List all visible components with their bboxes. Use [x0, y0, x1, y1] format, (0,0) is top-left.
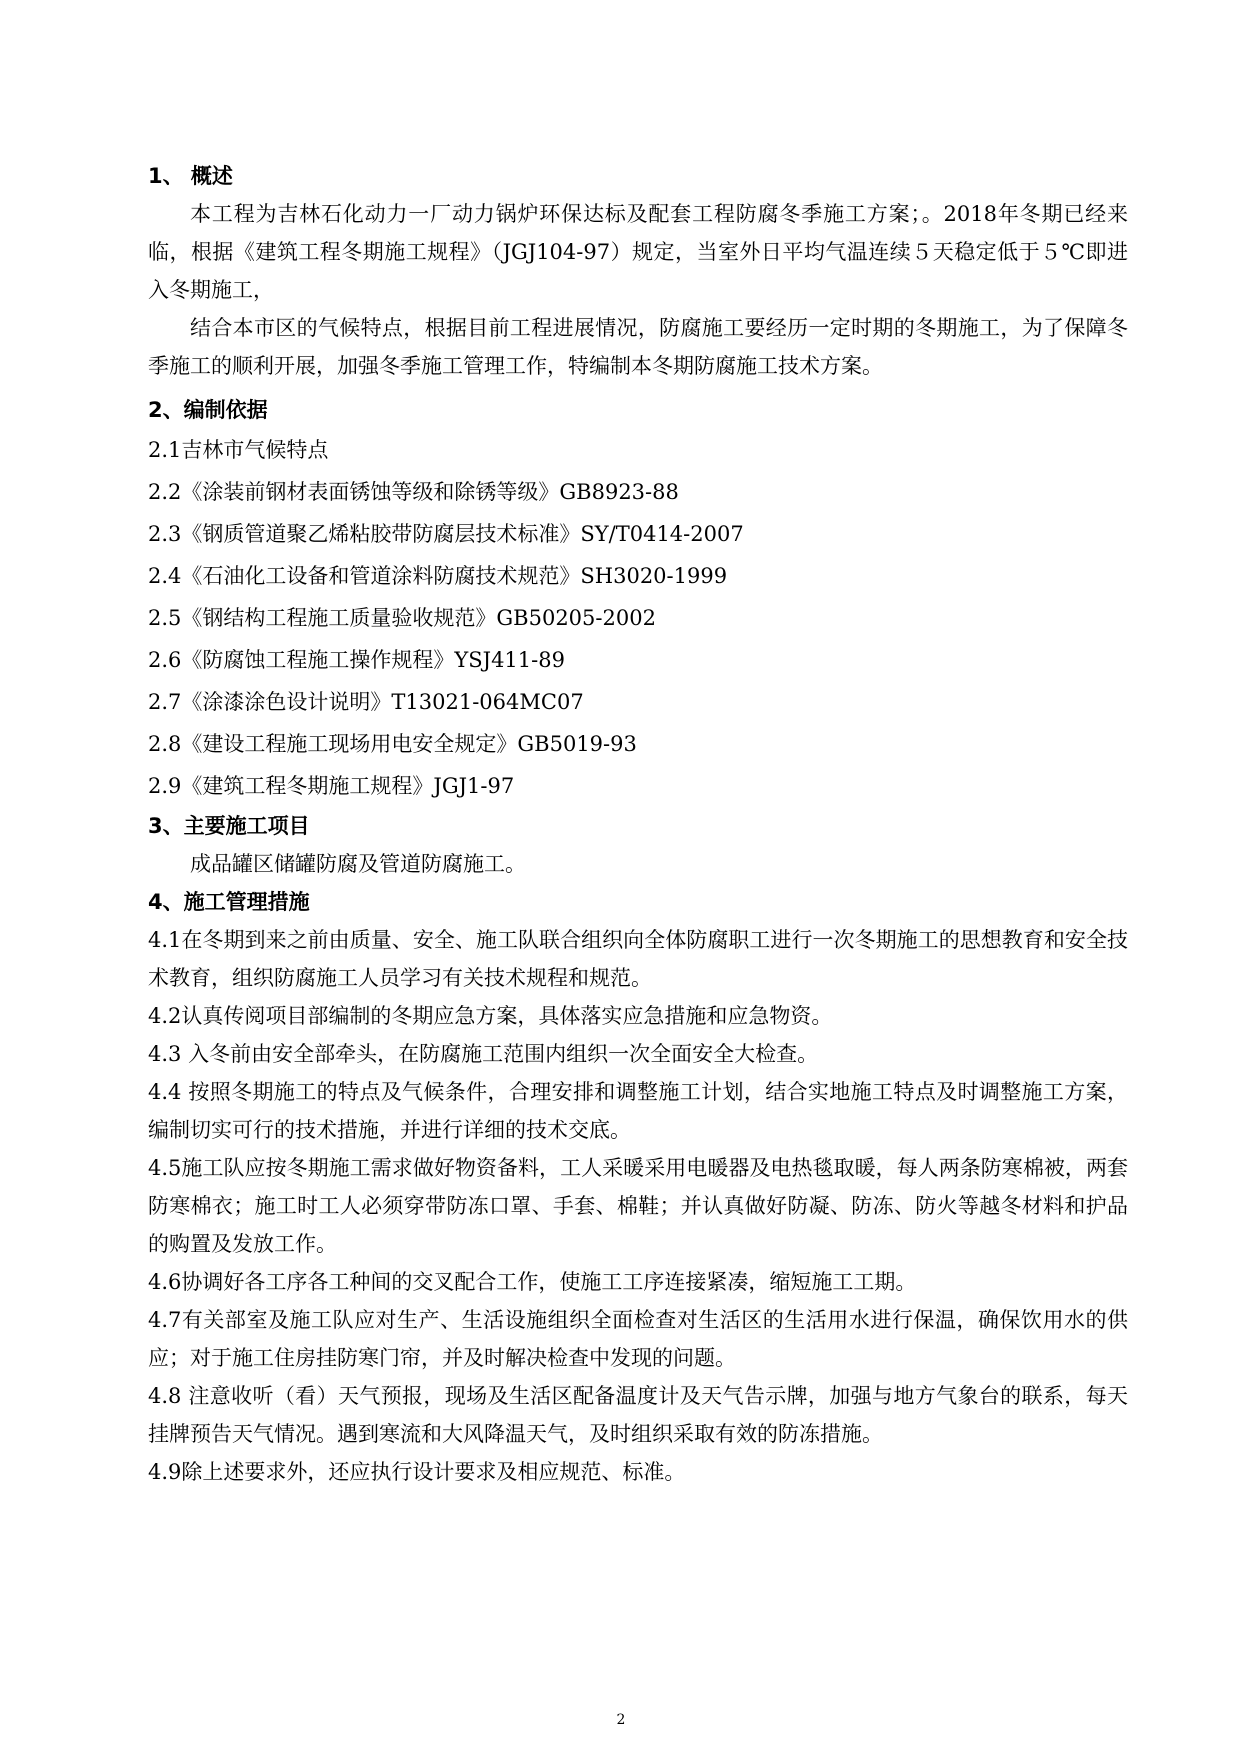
section-heading-main-items: 3、主要施工项目	[148, 814, 310, 838]
list-item: 4.3 入冬前由安全部牵头，在防腐施工范围内组织一次全面安全大检查。	[148, 1042, 819, 1066]
list-item: 4.8 注意收听（看）天气预报，现场及生活区配备温度计及天气告示牌，加强与地方气象台的联系，每天挂牌预告天气情况。遇到寒流和大风降温天气，及时组织采取有效的防冻措施。	[148, 1384, 1128, 1446]
list-item: 2.9《建筑工程冬期施工规程》JGJ1-97	[148, 774, 515, 798]
list-item: 4.7有关部室及施工队应对生产、生活设施组织全面检查对生活区的生活用水进行保温，确保饮用水的供应；对于施工住房挂防寒门帘，并及时解决检查中发现的问题。	[148, 1308, 1128, 1370]
list-item: 2.3《钢质管道聚乙烯粘胶带防腐层技术标准》SY/T0414-2007	[148, 522, 744, 546]
list-item: 2.8《建设工程施工现场用电安全规定》GB5019-93	[148, 732, 637, 756]
list-item: 2.5《钢结构工程施工质量验收规范》GB50205-2002	[148, 606, 656, 630]
paragraph: 本工程为吉林石化动力一厂动力锅炉环保达标及配套工程防腐冬季施工方案；。2018年冬期已经来临，根据《建筑工程冬期施工规程》（JGJ104-97）规定，当室外日平均气温连续５天稳定低于５℃即进入冬期施工，	[148, 202, 1128, 302]
section-heading-basis: 2、编制依据	[148, 398, 268, 422]
list-item: 2.1吉林市气候特点	[148, 438, 329, 462]
paragraph: 成品罐区储罐防腐及管道防腐施工。	[190, 852, 526, 876]
document-body	[148, 157, 1128, 1491]
list-item: 4.4 按照冬期施工的特点及气候条件，合理安排和调整施工计划，结合实地施工特点及时调整施工方案，编制切实可行的技术措施，并进行详细的技术交底。	[148, 1080, 1128, 1142]
page-number: 2	[616, 1712, 626, 1728]
section-heading-management: 4、施工管理措施	[148, 890, 310, 914]
list-item: 4.5施工队应按冬期施工需求做好物资备料，工人采暖采用电暖器及电热毯取暖，每人两条防寒棉被，两套防寒棉衣；施工时工人必须穿带防冻口罩、手套、棉鞋；并认真做好防凝、防冻、防火等越冬材料和护品的购置及发放工作。	[148, 1156, 1128, 1256]
section-heading-overview: 1、 概述	[148, 164, 233, 188]
list-item: 2.2《涂装前钢材表面锈蚀等级和除锈等级》GB8923-88	[148, 480, 679, 504]
list-item: 4.2认真传阅项目部编制的冬期应急方案，具体落实应急措施和应急物资。	[148, 1004, 833, 1028]
list-item: 2.4《石油化工设备和管道涂料防腐技术规范》SH3020-1999	[148, 564, 728, 588]
list-item: 2.7《涂漆涂色设计说明》T13021-064MC07	[148, 690, 584, 714]
list-item: 2.6《防腐蚀工程施工操作规程》YSJ411-89	[148, 648, 565, 672]
paragraph: 结合本市区的气候特点，根据目前工程进展情况，防腐施工要经历一定时期的冬期施工，为了保障冬季施工的顺利开展，加强冬季施工管理工作，特编制本冬期防腐施工技术方案。	[148, 316, 1128, 378]
list-item: 4.9除上述要求外，还应执行设计要求及相应规范、标准。	[148, 1460, 686, 1484]
list-item: 4.6协调好各工序各工种间的交叉配合工作，使施工工序连接紧凑，缩短施工工期。	[148, 1270, 917, 1294]
list-item: 4.1在冬期到来之前由质量、安全、施工队联合组织向全体防腐职工进行一次冬期施工的思想教育和安全技术教育，组织防腐施工人员学习有关技术规程和规范。	[148, 928, 1128, 990]
